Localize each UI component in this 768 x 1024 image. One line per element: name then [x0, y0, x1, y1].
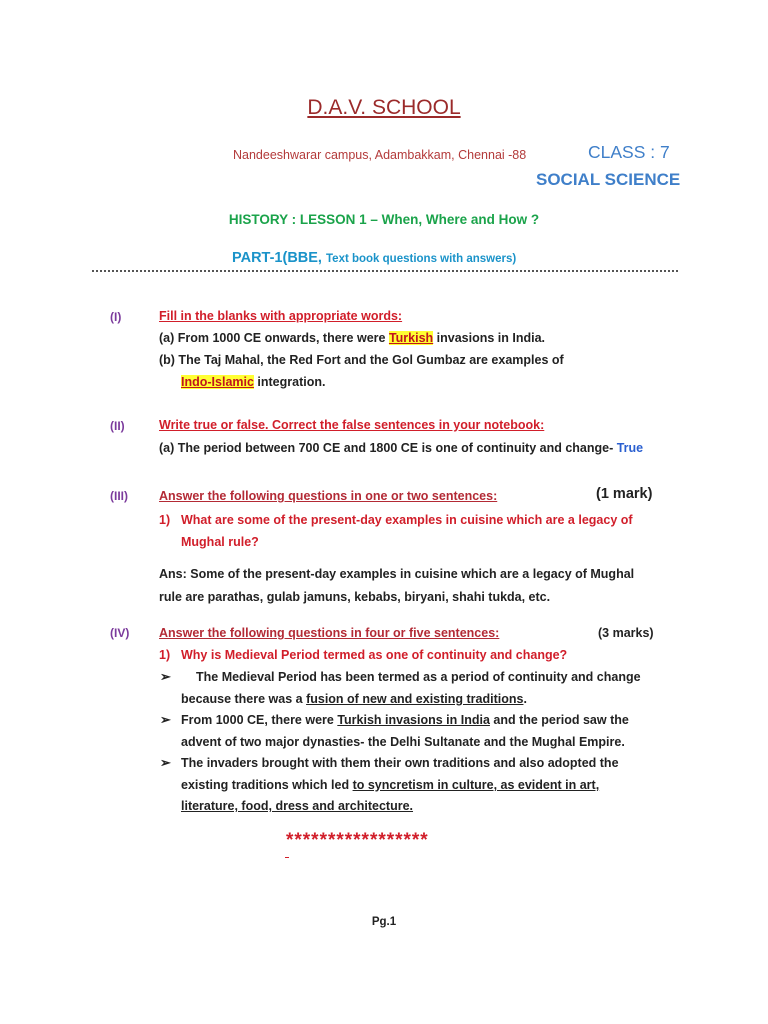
bullet2-text-pre: From 1000 CE, there were: [181, 713, 338, 727]
bullet3-line3: literature, food, dress and architecture.: [181, 799, 414, 813]
bullet3-underlined: to syncretism in culture, as evident in art,: [352, 778, 600, 792]
subject-label: SOCIAL SCIENCE: [536, 170, 681, 189]
section-iii-heading: Answer the following questions in one or two sentences:: [159, 489, 498, 503]
arrowhead-bullet-icon: ➢: [160, 669, 171, 684]
section-ii-item-a: [159, 441, 643, 455]
school-address: Nandeeshwarar campus, Adambakkam, Chennai -88: [233, 148, 527, 162]
bullet3-text-pre: existing traditions which led: [181, 778, 353, 792]
bullet2-line2: advent of two major dynasties- the Delhi Sultanate and the Mughal Empire.: [181, 735, 625, 749]
bullet1-underlined: fusion of new and existing traditions: [306, 692, 524, 706]
item-a-text-post: invasions in India.: [433, 331, 546, 345]
question-text: Why is Medieval Period termed as one of continuity and change?: [181, 648, 568, 662]
question-line2: Mughal rule?: [181, 535, 259, 549]
class-label: CLASS : 7: [588, 142, 670, 162]
item-a-text: (a) The period between 700 CE and 1800 CE is one of continuity and change-: [159, 441, 617, 455]
bullet1-text-pre: because there was a: [181, 692, 307, 706]
answer-highlight-turkish: Turkish: [388, 331, 434, 345]
item-b-text-post: integration.: [253, 375, 326, 389]
page-number: Pg.1: [371, 916, 397, 928]
question-line1: What are some of the present-day examples in cuisine which are a legacy of: [181, 513, 633, 527]
section-i-heading: Fill in the blanks with appropriate words:: [159, 309, 403, 323]
section-ii-heading: Write true or false. Correct the false sentences in your notebook:: [159, 418, 545, 432]
arrowhead-bullet-icon: ➢: [160, 755, 171, 770]
bullet3-line2: [181, 778, 599, 792]
part-heading: [232, 250, 516, 266]
dotted-divider: [92, 270, 678, 272]
section-i-number: (I): [110, 310, 122, 324]
section-iii-number: (III): [110, 489, 128, 503]
school-title: D.A.V. SCHOOL: [307, 96, 461, 119]
bullet2-line1: [181, 713, 629, 727]
section-i-item-a: [159, 331, 545, 345]
bullet2-underlined: Turkish invasions in India: [337, 713, 490, 727]
arrowhead-bullet-icon: ➢: [160, 712, 171, 727]
question-number: 1): [159, 513, 171, 527]
answer-line1: Ans: Some of the present-day examples in cuisine which are a legacy of Mughal: [159, 567, 635, 581]
section-ii-number: (II): [110, 419, 125, 433]
section-i-item-b-line2: [181, 375, 325, 389]
section-iii-marks: (1 mark): [596, 486, 653, 502]
section-iv-number: (IV): [110, 626, 130, 640]
question-number: 1): [159, 648, 171, 662]
true-answer: True: [616, 441, 644, 455]
stars-divider: *****************: [286, 830, 429, 851]
section-iv-heading: Answer the following questions in four or five sentences:: [159, 626, 500, 640]
bullet1-line2: [181, 692, 527, 706]
lesson-title: HISTORY : LESSON 1 – When, Where and How ?: [228, 212, 540, 227]
part-main: PART-1(BBE,: [232, 250, 322, 266]
section-iv-marks: (3 marks): [598, 626, 654, 640]
bullet1-text-post: .: [523, 692, 527, 706]
bullet2-text-post: and the period saw the: [489, 713, 629, 727]
section-i-item-b-line1: (b) The Taj Mahal, the Red Fort and the Gol Gumbaz are examples of: [159, 353, 564, 367]
item-a-text-pre: (a) From 1000 CE onwards, there were: [159, 331, 389, 345]
bullet1-line1: The Medieval Period has been termed as a period of continuity and change: [196, 670, 641, 684]
part-note: Text book questions with answers): [326, 253, 517, 265]
answer-highlight-indo-islamic: Indo-Islamic: [181, 375, 254, 389]
bullet3-line1: The invaders brought with them their own traditions and also adopted the: [181, 756, 619, 770]
answer-line2: rule are parathas, gulab jamuns, kebabs, biryani, shahi tukda, etc.: [159, 590, 551, 604]
red-tick-mark: [285, 857, 289, 858]
